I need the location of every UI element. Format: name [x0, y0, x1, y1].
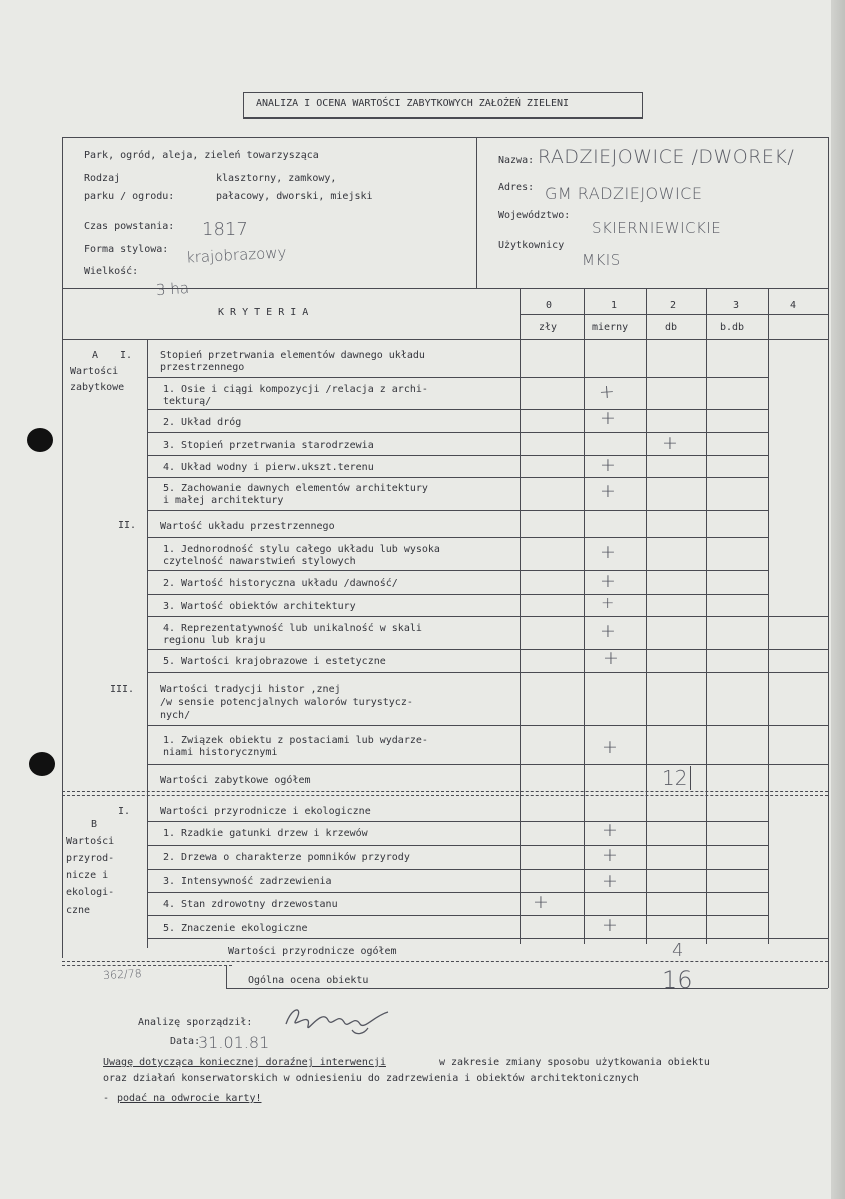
g2-item3-mark: + — [601, 593, 615, 612]
header-top-line — [62, 137, 828, 138]
kryteria-top-line — [62, 288, 828, 289]
g2-item1-l1: 1. Jednorodność stylu całego układu lub wysoka — [163, 544, 440, 555]
header-mid-line — [476, 137, 477, 288]
kryteria-mid-line — [520, 314, 828, 315]
kryteria-heading: K R Y T E R I A — [218, 307, 309, 318]
row-line — [147, 570, 768, 571]
score-col-0-num: 0 — [546, 300, 553, 311]
g2-item3-l1: 3. Wartość obiektów architektury — [163, 601, 356, 612]
row-line — [147, 845, 768, 846]
g2-item5-l1: 5. Wartości krajobrazowe i estetyczne — [163, 656, 386, 667]
g1-item3-mark: + — [662, 432, 678, 454]
section-b-label-5: czne — [66, 905, 91, 916]
rodzaj-label: Rodzaj — [84, 173, 121, 184]
przyrodnicze-total-value: 4 — [672, 940, 684, 961]
czas-value: 1817 — [202, 219, 248, 240]
b-item5: 5. Znaczenie ekologiczne — [163, 923, 308, 934]
section-separator-2 — [62, 795, 828, 796]
czas-label: Czas powstania: — [84, 221, 175, 232]
wielkosc-value: 3 ha — [155, 278, 190, 300]
g2-item2-mark: + — [600, 570, 616, 592]
group3-roman: III. — [110, 684, 135, 695]
header-right-line — [828, 137, 829, 288]
group3-title-3: nych/ — [160, 710, 191, 721]
g1-item5-l2: i małej architektury — [163, 495, 284, 506]
group3-title-1: Wartości tradycji histor ,znej — [160, 684, 341, 695]
g2-item5-mark: + — [603, 647, 619, 669]
analize-label: Analizę sporządził: — [138, 1017, 253, 1028]
b-item4: 4. Stan zdrowotny drzewostanu — [163, 899, 338, 910]
adres-value: GM RADZIEJOWICE — [545, 184, 703, 203]
section-b-letter: B — [91, 819, 98, 830]
row-line — [147, 649, 828, 650]
row-line — [147, 510, 768, 511]
section-a-label-2: zabytkowe — [70, 382, 125, 393]
score-col-2-label: db — [665, 322, 678, 333]
nazwa-value: RADZIEJOWICE /DWOREK/ — [538, 146, 795, 168]
g1-item5-l1: 5. Zachowanie dawnych elementów architektury — [163, 483, 428, 494]
score-col-1-num: 1 — [611, 300, 618, 311]
g1-item3-l1: 3. Stopień przetrwania starodrzewia — [163, 440, 374, 451]
catalog-number: 362/78 — [102, 966, 143, 983]
row-line — [147, 616, 828, 617]
row-line — [147, 821, 768, 822]
section-b-label-4: ekologi- — [66, 887, 115, 898]
page-title: ANALIZA I OCENA WARTOŚCI ZABYTKOWYCH ZAŁOŻEŃ ZIELENI — [256, 98, 570, 109]
g3-item1-mark: + — [602, 736, 618, 758]
g2-item4-mark: + — [600, 620, 616, 642]
section-separator — [62, 791, 828, 792]
ogolna-bottom-line — [226, 988, 828, 989]
kryteria-bottom-line — [62, 339, 828, 340]
parku-ogrodu-label: parku / ogrodu: — [84, 191, 175, 202]
g2-item4-l1: 4. Reprezentatywność lub unikalność w skali — [163, 623, 422, 634]
ogolna-left-line — [226, 966, 227, 989]
park-type-line: Park, ogród, aleja, zieleń towarzysząca — [84, 150, 319, 161]
g1-item4-mark: + — [600, 454, 616, 476]
wojewodztwo-value: SKIERNIEWICKIE — [592, 219, 722, 237]
uzytkownicy-value: MKIS — [582, 251, 621, 269]
przyrodnicze-total-label: Wartości przyrodnicze ogółem — [228, 946, 397, 957]
row-line — [147, 455, 768, 456]
total-separator — [62, 961, 828, 962]
score-col-3-num: 3 — [733, 300, 740, 311]
signature — [282, 1000, 392, 1040]
row-line — [147, 725, 828, 726]
section-a-roman: I. — [120, 350, 133, 361]
section-a-letter: A — [92, 350, 99, 361]
b-item3-mark: + — [602, 870, 618, 892]
uwaga-line-2: oraz działań konserwatorskich w odniesieniu do zadrzewienia i obiektów architektonicznych — [103, 1073, 639, 1084]
b-item2: 2. Drzewa o charakterze pomników przyrody — [163, 852, 410, 863]
g3-item1-l2: niami historycznymi — [163, 747, 278, 758]
types-line-1: klasztorny, zamkowy, — [216, 173, 337, 184]
b-item3: 3. Intensywność zadrzewienia — [163, 876, 332, 887]
group3-title-2: /w sensie potencjalnych walorów turystycz- — [160, 697, 413, 708]
row-line — [147, 869, 768, 870]
g1-item1-mark: + — [598, 380, 616, 404]
row-line — [147, 537, 768, 538]
b-item5-mark: + — [602, 914, 618, 936]
group2-title: Wartość układu przestrzennego — [160, 521, 335, 532]
uwaga-line-3-dash: - — [103, 1093, 110, 1104]
group1-title-1: Stopień przetrwania elementów dawnego układu — [160, 350, 425, 361]
g2-item1-l2: czytelność nawarstwień stylowych — [163, 556, 356, 567]
row-line — [147, 594, 768, 595]
score-col-3-label: b.db — [720, 322, 745, 333]
row-line — [147, 892, 768, 893]
row-line — [147, 915, 768, 916]
total-divider — [690, 766, 691, 790]
adres-label: Adres: — [498, 182, 535, 193]
section-a-label-1: Wartości — [70, 366, 119, 377]
left-border — [62, 288, 63, 958]
uwaga-line-1-rest: w zakresie zmiany sposobu użytkowania obiektu — [439, 1057, 710, 1068]
header-left-line — [62, 137, 63, 288]
g2-item1-mark: + — [600, 541, 616, 563]
g1-item1-l1: 1. Osie i ciągi kompozycji /relacja z archi- — [163, 384, 428, 395]
group1-title-2: przestrzennego — [160, 362, 245, 373]
ogolna-value: 16 — [662, 966, 693, 994]
types-line-2: pałacowy, dworski, miejski — [216, 191, 373, 202]
ogolna-label: Ogólna ocena obiektu — [248, 975, 369, 986]
score-col-0-label: zły — [539, 322, 558, 333]
g2-item2-l1: 2. Wartość historyczna układu /dawność/ — [163, 578, 398, 589]
uwaga-line-1-underlined: Uwagę dotycząca koniecznej doraźnej interwencji — [103, 1057, 386, 1068]
uzytkownicy-label: Użytkownicy — [498, 240, 565, 251]
page-edge-shadow — [831, 0, 845, 1199]
section-b-label-1: Wartości — [66, 836, 115, 847]
uwaga-line-3-underlined: podać na odwrocie karty! — [117, 1093, 262, 1104]
section-b-title: Wartości przyrodnicze i ekologiczne — [160, 806, 371, 817]
g1-item5-mark: + — [600, 480, 616, 502]
forma-label: Forma stylowa: — [84, 244, 169, 255]
b-item2-mark: + — [602, 844, 618, 866]
b-item1-mark: + — [602, 819, 618, 841]
section-b-label-3: nicze i — [66, 870, 109, 881]
data-label: Data: — [170, 1036, 201, 1047]
punch-hole-bottom — [29, 752, 55, 776]
row-line — [147, 938, 828, 939]
zabytkowe-total-label: Wartości zabytkowe ogółem — [160, 775, 311, 786]
section-b-label-2: przyrod- — [66, 853, 115, 864]
forma-value: krajobrazowy — [185, 243, 287, 267]
b-item4-mark: + — [533, 891, 549, 913]
row-line — [147, 377, 768, 378]
criteria-col-line — [147, 339, 148, 948]
zabytkowe-total-value: 12 — [662, 766, 688, 790]
right-border — [828, 288, 829, 988]
row-line — [147, 672, 828, 673]
group2-roman: II. — [118, 520, 137, 531]
row-line — [147, 409, 768, 410]
row-line — [147, 477, 768, 478]
nazwa-label: Nazwa: — [498, 155, 535, 166]
g1-item2-l1: 2. Układ dróg — [163, 417, 242, 428]
g3-item1-l1: 1. Związek obiektu z postaciami lub wydarze- — [163, 735, 428, 746]
punch-hole-top — [27, 428, 53, 452]
score-col-4-num: 4 — [790, 300, 797, 311]
g2-item4-l2: regionu lub kraju — [163, 635, 266, 646]
data-value: 31.01.81 — [198, 1033, 270, 1052]
g1-item2-mark: + — [600, 407, 616, 429]
score-col-1-label: mierny — [592, 322, 629, 333]
total-separator-2 — [62, 965, 232, 966]
score-col-2-num: 2 — [670, 300, 677, 311]
b-item1: 1. Rzadkie gatunki drzew i krzewów — [163, 828, 368, 839]
g1-item4-l1: 4. Układ wodny i pierw.ukszt.terenu — [163, 462, 374, 473]
wielkosc-label: Wielkość: — [84, 266, 139, 277]
section-b-roman: I. — [118, 806, 131, 817]
g1-item1-l2: tekturą/ — [163, 396, 212, 407]
row-line — [147, 764, 828, 765]
wojewodztwo-label: Województwo: — [498, 210, 571, 221]
